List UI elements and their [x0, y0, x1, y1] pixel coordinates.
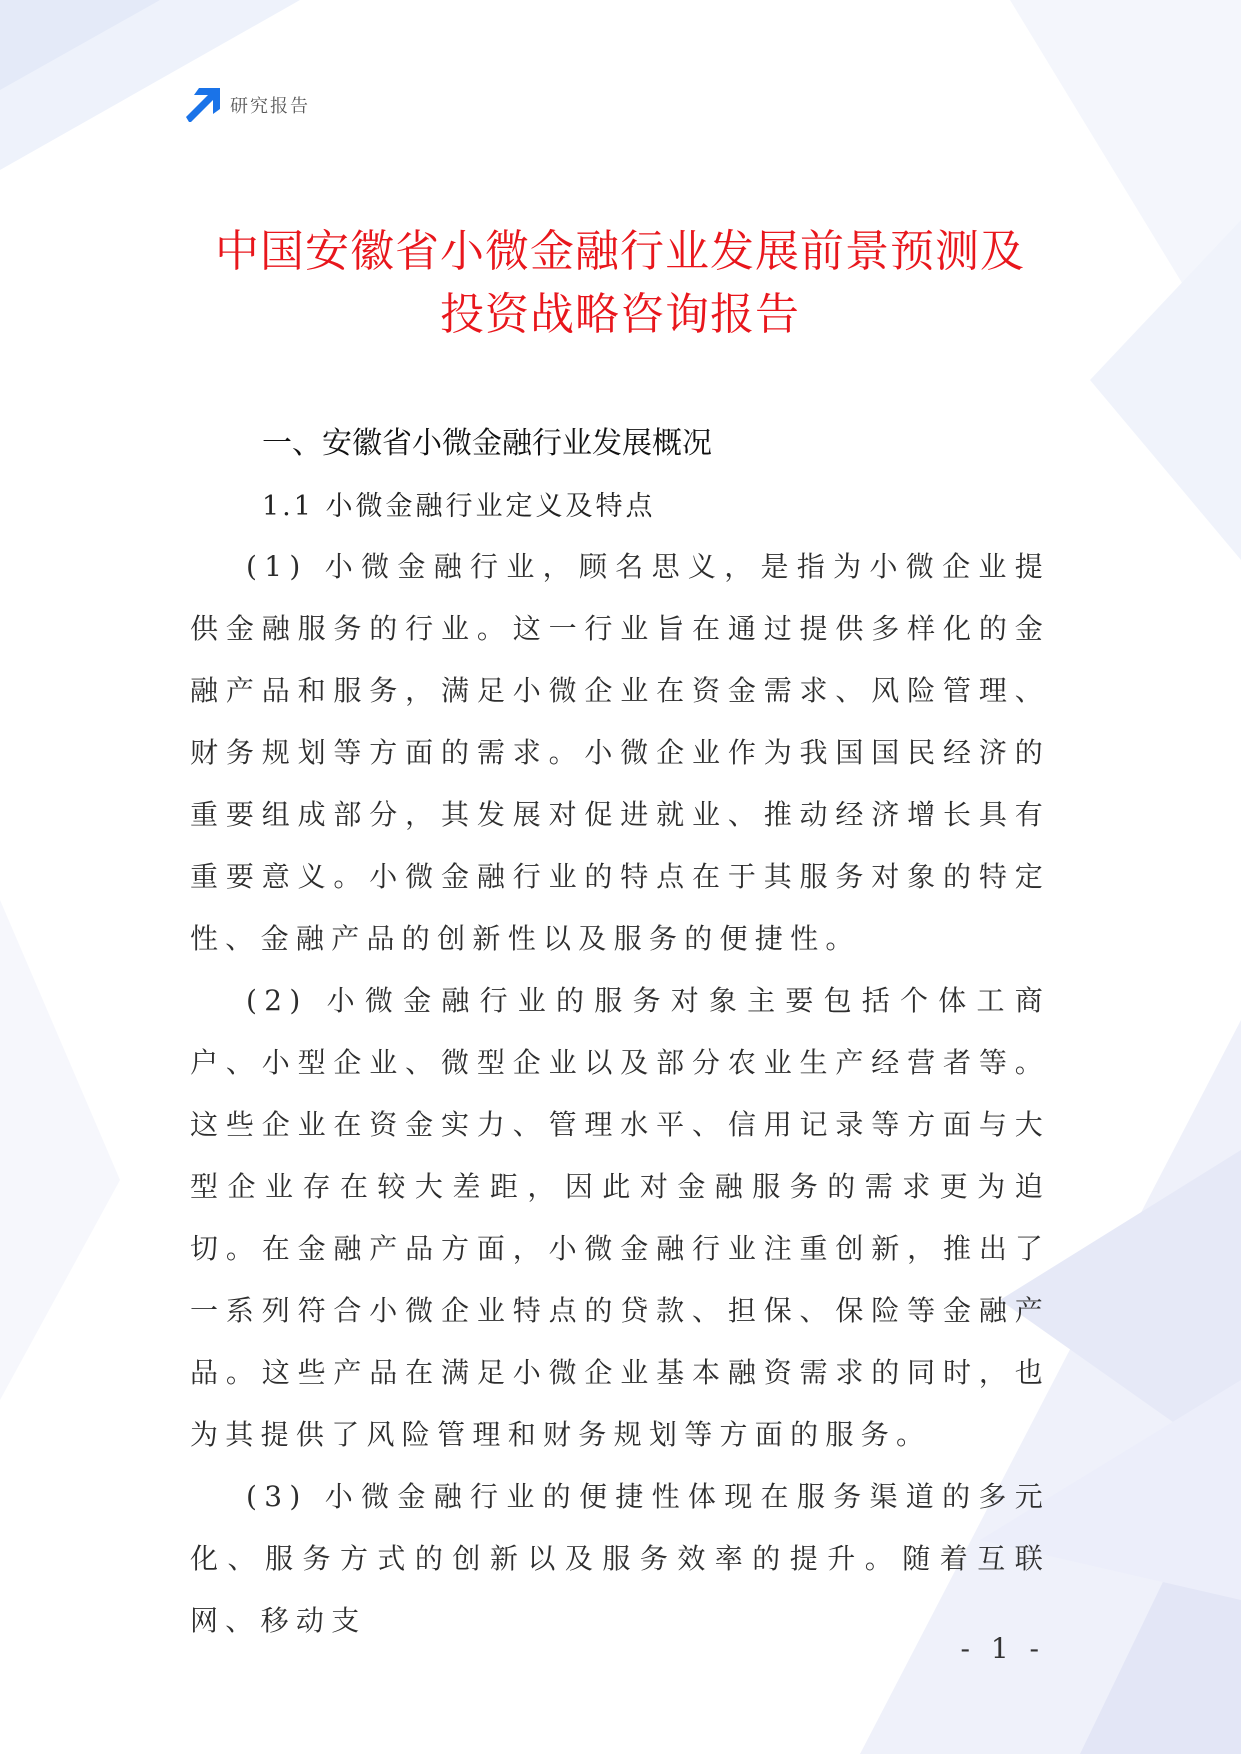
- brand-header: [186, 88, 310, 122]
- body-text: [190, 536, 1050, 1652]
- subsection-heading: 1.1 小微金融行业定义及特点: [262, 491, 656, 522]
- arrow-up-right-icon: [186, 88, 220, 122]
- paragraph-2: (2) 小微金融行业的服务对象主要包括个体工商户、小型企业、微型企业以及部分农业生产经营者等。这些企业在资金实力、管理水平、信用记录等方面与大型企业存在较大差距，因此对金融服务的需求更为迫切。在金融产品方面，小微金融行业注重创新，推出了一系列符合小微企业特点的贷款、担保、保险等金融产品。这些产品在满足小微企业基本融资需求的同时，也为其提供了风险管理和财务规划等方面的服务。: [190, 984, 1050, 1451]
- report-title-line-1: 中国安徽省小微金融行业发展前景预测及: [215, 226, 1025, 277]
- report-title-line-2: 投资战略咨询报告: [440, 289, 800, 340]
- section-heading: 一、安徽省小微金融行业发展概况: [262, 426, 712, 461]
- report-title: [120, 220, 1120, 346]
- page-number: - 1 -: [960, 1632, 1045, 1665]
- brand-text: 研究报告: [230, 96, 310, 117]
- paragraph-3: (3) 小微金融行业的便捷性体现在服务渠道的多元化、服务方式的创新以及服务效率的提升。随着互联网、移动支: [190, 1480, 1050, 1637]
- paragraph-1: (1) 小微金融行业，顾名思义，是指为小微企业提供金融服务的行业。这一行业旨在通过提供多样化的金融产品和服务，满足小微企业在资金需求、风险管理、财务规划等方面的需求。小微企业作为我国国民经济的重要组成部分，其发展对促进就业、推动经济增长具有重要意义。小微金融行业的特点在于其服务对象的特定性、金融产品的创新性以及服务的便捷性。: [190, 550, 1050, 955]
